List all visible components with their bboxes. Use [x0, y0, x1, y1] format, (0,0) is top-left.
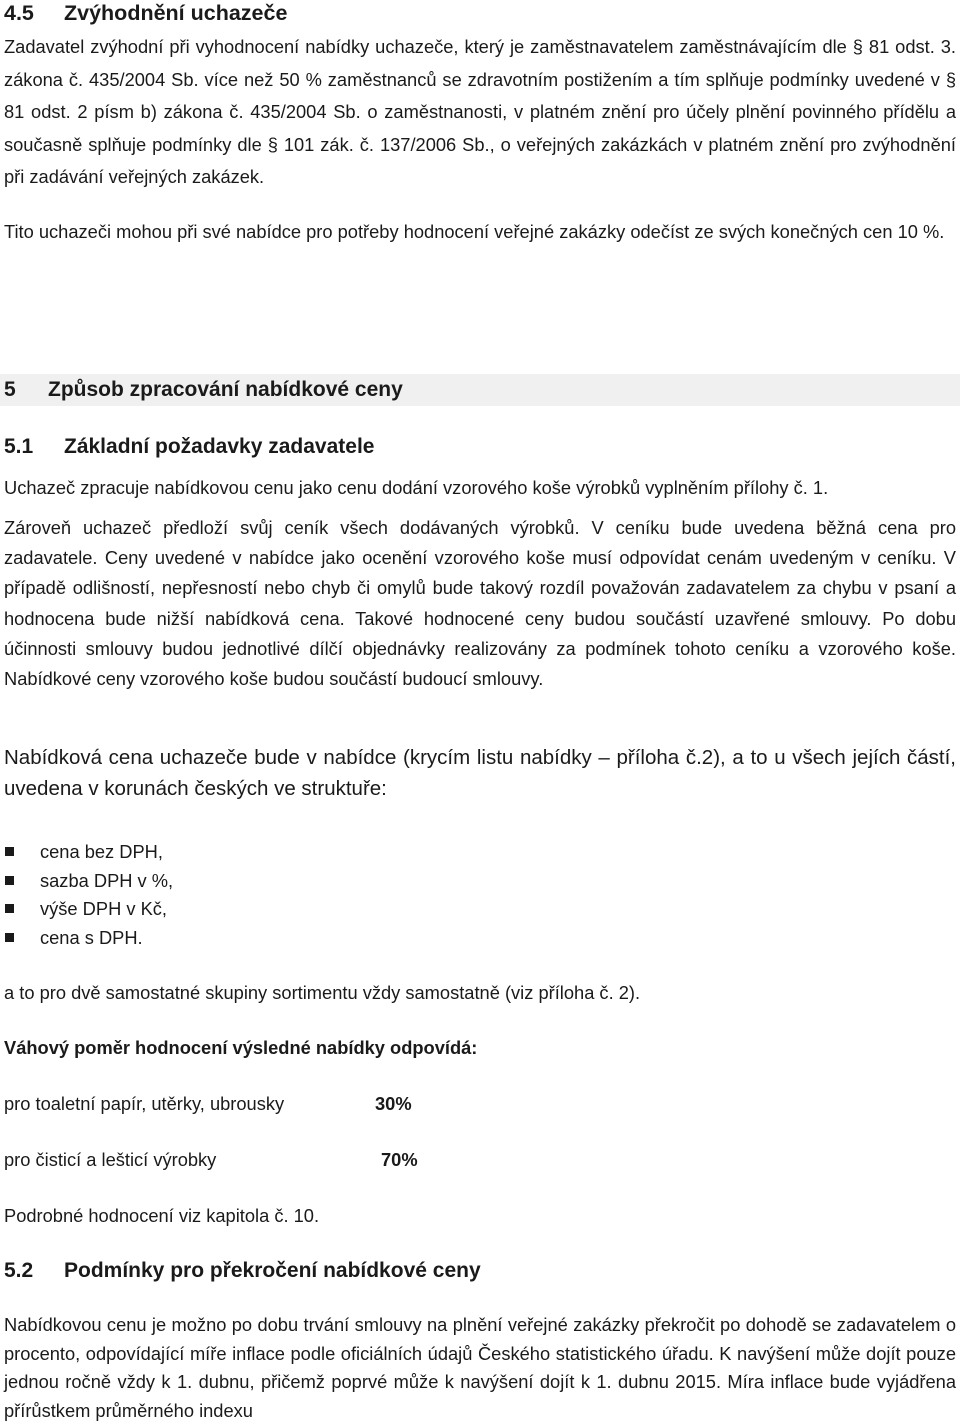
list-item: sazba DPH v %, — [4, 867, 956, 896]
weight-row — [4, 1146, 956, 1174]
heading-5 — [0, 374, 960, 406]
paragraph-assortment-groups: a to pro dvě samostatné skupiny sortimentu vždy samostatně (viz příloha č. 2). — [4, 982, 641, 1003]
paragraph-price-increase: Nabídkovou cenu je možno po dobu trvání smlouvy na plnění veřejné zakázky překročit po dohodě se zadavatelem o procento, odpovídající míře inflace podle oficiálních údajů Českého statistického úřadu. K navýšení může dojít pouze jednou ročně vždy k 1. dubnu, přičemž poprvé může k navýšení dojít k 1. dubnu 2015. Míra inflace bude vyjádřena přírůstkem průměrného indexu — [4, 1314, 956, 1421]
weight-label: pro toaletní papír, utěrky, ubrousky — [4, 1093, 285, 1114]
list-item: cena s DPH. — [4, 924, 956, 953]
paragraph-price-basket: Uchazeč zpracuje nabídkovou cenu jako cenu dodání vzorového koše výrobků vyplněním přílohy č. 1. — [4, 477, 829, 498]
weight-value: 70% — [381, 1149, 418, 1170]
heading-title: Způsob zpracování nabídkové ceny — [48, 378, 403, 401]
square-bullet-icon — [5, 847, 14, 856]
square-bullet-icon — [5, 904, 14, 913]
weight-label: pro čisticí a lešticí výrobky — [4, 1149, 217, 1170]
heading-title: Základní požadavky zadavatele — [64, 435, 375, 458]
heading-title: Podmínky pro překročení nabídkové ceny — [64, 1259, 481, 1282]
square-bullet-icon — [5, 876, 14, 885]
square-bullet-icon — [5, 933, 14, 942]
weight-row — [4, 1090, 956, 1118]
heading-number: 5 — [4, 378, 16, 401]
paragraph-evaluation-reference: Podrobné hodnocení viz kapitola č. 10. — [4, 1205, 320, 1226]
list-item: cena bez DPH, — [4, 838, 956, 867]
paragraph-preference-condition: Zadavatel zvýhodní při vyhodnocení nabídky uchazeče, který je zaměstnavatelem zaměstnávajícím dle § 81 odst. 3. zákona č. 435/2004 Sb. více než 50 % zaměstnanců se zdravotním postižením a tím splňuje podmínky uvedené v § 81 odst. 2 písm b) zákona č. 435/2004 Sb. o zaměstnanosti, v platném znění pro účely plnění povinného přídělu a současně splňuje podmínky dle § 101 zák. č. 137/2006 Sb., o veřejných zakázkách v platném znění pro zvýhodnění při zadávání veřejných zakázek. — [4, 36, 956, 187]
heading-number: 5.1 — [4, 435, 34, 458]
paragraph-price-structure: Nabídková cena uchazeče bude v nabídce (krycím listu nabídky – příloha č.2), a to u všech jejích částí, uvedena v korunách českých ve struktuře: — [4, 746, 956, 800]
heading-title: Zvýhodnění uchazeče — [64, 1, 288, 25]
heading-4-5 — [4, 0, 956, 27]
paragraph-price-deduction: Tito uchazeči mohou při své nabídce pro potřeby hodnocení veřejné zakázky odečíst ze svých konečných cen 10 %. — [4, 221, 945, 242]
heading-number: 5.2 — [4, 1259, 34, 1282]
heading-5-2 — [4, 1257, 956, 1285]
price-structure-list — [4, 838, 956, 952]
heading-5-1 — [4, 433, 956, 461]
paragraph-price-list: Zároveň uchazeč předloží svůj ceník všech dodávaných výrobků. V ceníku bude uvedena běžná cena pro zadavatele. Ceny uvedené v nabídce jako ocenění vzorového koše musí odpovídat cenám uvedeným v ceníku. V případě odlišností, nepřesností nebo chyb či omylů bude takový rozdíl považován zadavatelem za chybu v psaní a hodnocena bude nižší nabídková cena. Takové hodnocené ceny budou součástí uzavřené smlouvy. Po dobu účinnosti smlouvy budou jednotlivé dílčí objednávky realizovány za podmínek tohoto ceníku a vzorového koše. Nabídkové ceny vzorového koše budou součástí budoucí smlouvy. — [4, 517, 956, 690]
heading-number: 4.5 — [4, 1, 34, 25]
list-item: výše DPH v Kč, — [4, 895, 956, 924]
weight-heading: Váhový poměr hodnocení výsledné nabídky odpovídá: — [4, 1037, 478, 1058]
weight-value: 30% — [375, 1093, 412, 1114]
